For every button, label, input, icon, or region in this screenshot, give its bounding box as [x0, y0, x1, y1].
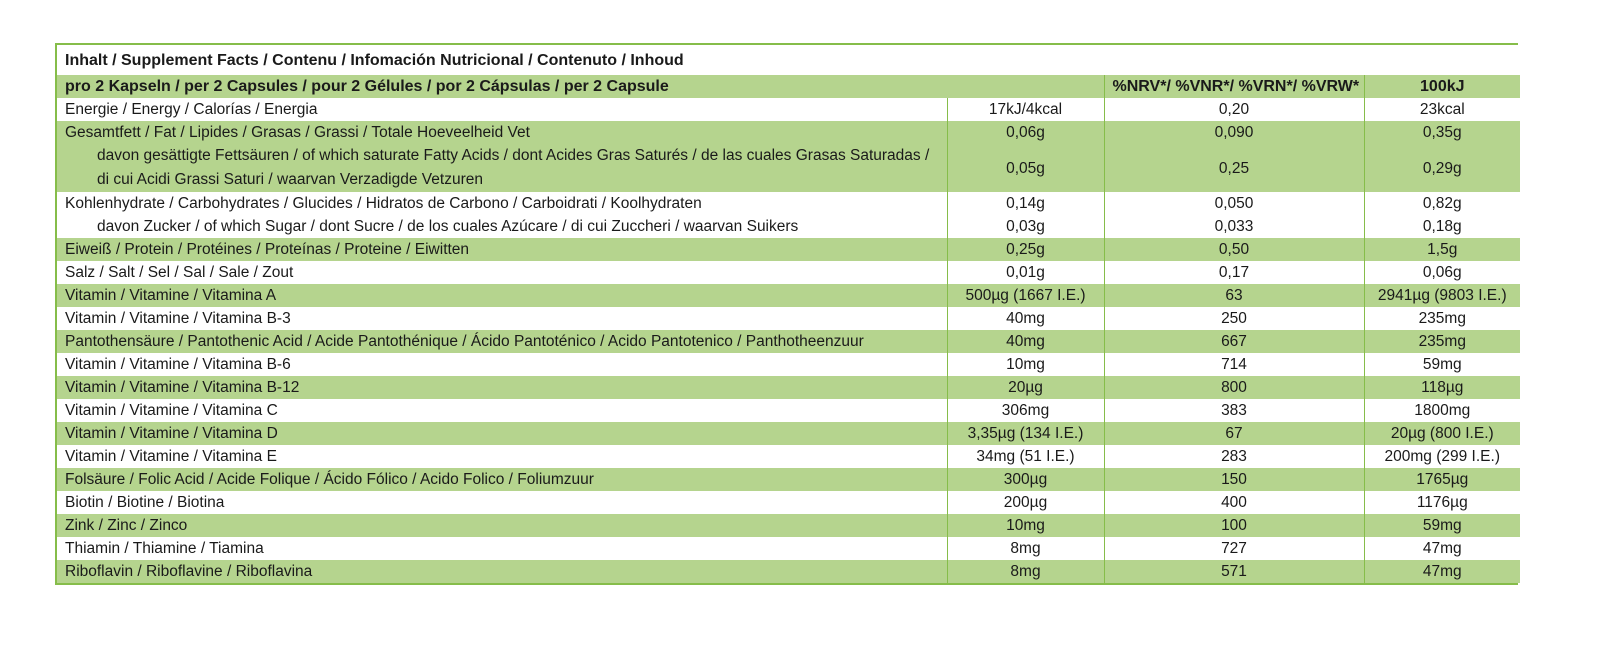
per100-value: 1176µg: [1364, 491, 1520, 514]
per-serving-value: 0,03g: [947, 215, 1104, 238]
nutrient-name: Vitamin / Vitamine / Vitamina C: [57, 399, 947, 422]
table-row: [57, 353, 1520, 376]
per-serving-value: 10mg: [947, 514, 1104, 537]
table-row: [57, 284, 1520, 307]
supplement-facts-table: [55, 43, 1518, 585]
nutrient-name: Riboflavin / Riboflavine / Riboflavina: [57, 560, 947, 583]
per100-value: 118µg: [1364, 376, 1520, 399]
nrv-header: %NRV*/ %VNR*/ %VRN*/ %VRW*: [1104, 75, 1364, 98]
per-serving-value: 40mg: [947, 307, 1104, 330]
nrv-value: 571: [1104, 560, 1364, 583]
table-row: [57, 491, 1520, 514]
nutrient-name: Vitamin / Vitamine / Vitamina A: [57, 284, 947, 307]
table-row: [57, 121, 1520, 144]
header-row: [57, 75, 1520, 98]
nrv-value: 63: [1104, 284, 1364, 307]
nrv-value: 667: [1104, 330, 1364, 353]
per-serving-value: 0,05g: [947, 144, 1104, 192]
nrv-value: 150: [1104, 468, 1364, 491]
per-serving-value: 300µg: [947, 468, 1104, 491]
per100-value: 200mg (299 I.E.): [1364, 445, 1520, 468]
nrv-value: 67: [1104, 422, 1364, 445]
nrv-value: 727: [1104, 537, 1364, 560]
nutrient-name: Salz / Salt / Sel / Sal / Sale / Zout: [57, 261, 947, 284]
nrv-value: 383: [1104, 399, 1364, 422]
per-serving-value: 34mg (51 I.E.): [947, 445, 1104, 468]
table-row: [57, 261, 1520, 284]
nrv-value: 100: [1104, 514, 1364, 537]
nutrient-name: Vitamin / Vitamine / Vitamina D: [57, 422, 947, 445]
nutrient-name: Zink / Zinc / Zinco: [57, 514, 947, 537]
nutrition-table: [57, 45, 1520, 583]
per100-value: 2941µg (9803 I.E.): [1364, 284, 1520, 307]
nutrient-name: Vitamin / Vitamine / Vitamina E: [57, 445, 947, 468]
per100-header: 100kJ: [1364, 75, 1520, 98]
nutrient-name: Vitamin / Vitamine / Vitamina B-12: [57, 376, 947, 399]
nutrient-name: Eiweiß / Protein / Protéines / Proteínas / Proteine / Eiwitten: [57, 238, 947, 261]
nrv-value: 400: [1104, 491, 1364, 514]
per-serving-value: 0,01g: [947, 261, 1104, 284]
serving-header: pro 2 Kapseln / per 2 Capsules / pour 2 Gélules / por 2 Cápsulas / per 2 Capsule: [57, 75, 1104, 98]
per-serving-value: 8mg: [947, 537, 1104, 560]
table-row: [57, 238, 1520, 261]
nutrient-name: Thiamin / Thiamine / Tiamina: [57, 537, 947, 560]
per100-value: 59mg: [1364, 514, 1520, 537]
table-row: [57, 376, 1520, 399]
per-serving-value: 200µg: [947, 491, 1104, 514]
nutrient-name: Pantothensäure / Pantothenic Acid / Acide Pantothénique / Ácido Pantoténico / Acido Pantotenico / Panthotheenzuur: [57, 330, 947, 353]
table-row: [57, 560, 1520, 583]
per-serving-value: 10mg: [947, 353, 1104, 376]
table-row: [57, 144, 1520, 192]
per-serving-value: 17kJ/4kcal: [947, 98, 1104, 121]
nrv-value: 714: [1104, 353, 1364, 376]
per100-value: 235mg: [1364, 307, 1520, 330]
nutrient-name: Folsäure / Folic Acid / Acide Folique / Ácido Fólico / Acido Folico / Foliumzuur: [57, 468, 947, 491]
title-row: [57, 45, 1520, 75]
per-serving-value: 0,14g: [947, 192, 1104, 215]
per-serving-value: 0,25g: [947, 238, 1104, 261]
per100-value: 0,82g: [1364, 192, 1520, 215]
nrv-value: 800: [1104, 376, 1364, 399]
per100-value: 0,35g: [1364, 121, 1520, 144]
per100-value: 59mg: [1364, 353, 1520, 376]
nrv-value: 0,050: [1104, 192, 1364, 215]
nutrient-name: Kohlenhydrate / Carbohydrates / Glucides / Hidratos de Carbono / Carboidrati / Koolhydraten: [57, 192, 947, 215]
per100-value: 0,29g: [1364, 144, 1520, 192]
nrv-value: 0,17: [1104, 261, 1364, 284]
per-serving-value: 20µg: [947, 376, 1104, 399]
table-row: [57, 468, 1520, 491]
per100-value: 23kcal: [1364, 98, 1520, 121]
nutrient-name: Gesamtfett / Fat / Lipides / Grasas / Grassi / Totale Hoeveelheid Vet: [57, 121, 947, 144]
nutrient-name: Energie / Energy / Calorías / Energia: [57, 98, 947, 121]
per-serving-value: 306mg: [947, 399, 1104, 422]
table-row: [57, 445, 1520, 468]
nutrient-name: davon Zucker / of which Sugar / dont Sucre / de los cuales Azúcare / di cui Zuccheri / waarvan Suikers: [57, 215, 947, 238]
per-serving-value: 500µg (1667 I.E.): [947, 284, 1104, 307]
per100-value: 0,06g: [1364, 261, 1520, 284]
per100-value: 1800mg: [1364, 399, 1520, 422]
nrv-value: 0,033: [1104, 215, 1364, 238]
per100-value: 47mg: [1364, 560, 1520, 583]
nrv-value: 0,20: [1104, 98, 1364, 121]
per100-value: 1,5g: [1364, 238, 1520, 261]
table-row: [57, 215, 1520, 238]
per100-value: 20µg (800 I.E.): [1364, 422, 1520, 445]
nutrient-name: Vitamin / Vitamine / Vitamina B-6: [57, 353, 947, 376]
table-row: [57, 307, 1520, 330]
per-serving-value: 8mg: [947, 560, 1104, 583]
nutrient-name: Biotin / Biotine / Biotina: [57, 491, 947, 514]
table-title: Inhalt / Supplement Facts / Contenu / Infomación Nutricional / Contenuto / Inhoud: [57, 45, 1520, 75]
per-serving-value: 3,35µg (134 I.E.): [947, 422, 1104, 445]
per100-value: 1765µg: [1364, 468, 1520, 491]
table-row: [57, 422, 1520, 445]
nrv-value: 250: [1104, 307, 1364, 330]
per100-value: 235mg: [1364, 330, 1520, 353]
per100-value: 47mg: [1364, 537, 1520, 560]
per100-value: 0,18g: [1364, 215, 1520, 238]
nrv-value: 0,090: [1104, 121, 1364, 144]
table-row: [57, 98, 1520, 121]
table-row: [57, 514, 1520, 537]
nutrient-name: Vitamin / Vitamine / Vitamina B-3: [57, 307, 947, 330]
per-serving-value: 0,06g: [947, 121, 1104, 144]
nutrient-name: davon gesättigte Fettsäuren / of which saturate Fatty Acids / dont Acides Gras Saturés / de las cuales Grasas Saturadas / di cui Acidi Grassi Saturi / waarvan Verzadigde Vetzuren: [57, 144, 947, 192]
table-row: [57, 330, 1520, 353]
per-serving-value: 40mg: [947, 330, 1104, 353]
table-row: [57, 537, 1520, 560]
nrv-value: 283: [1104, 445, 1364, 468]
table-row: [57, 399, 1520, 422]
table-row: [57, 192, 1520, 215]
nrv-value: 0,50: [1104, 238, 1364, 261]
nrv-value: 0,25: [1104, 144, 1364, 192]
